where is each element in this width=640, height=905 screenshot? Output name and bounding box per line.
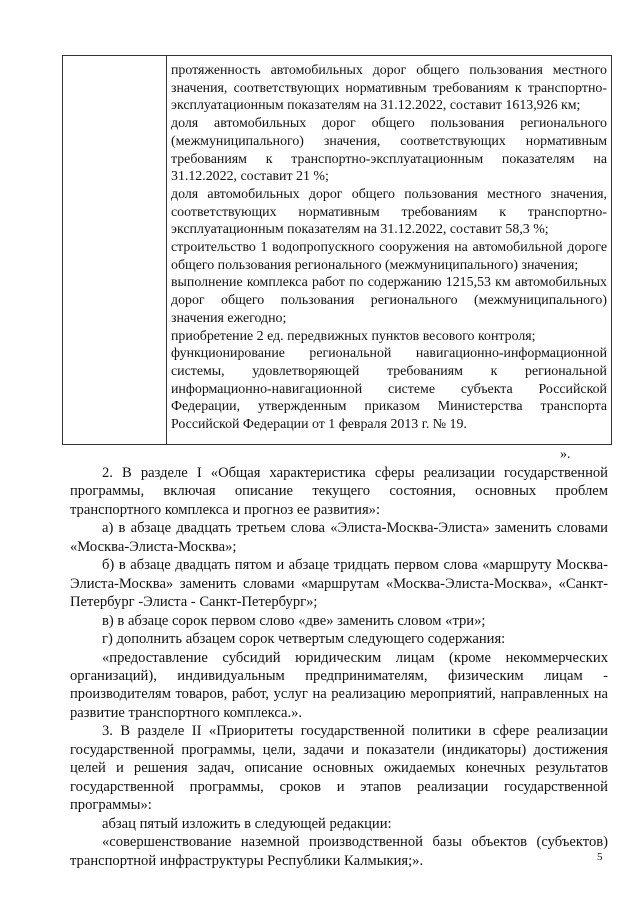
subparagraph-d: г) дополнить абзацем сорок четвертым следующего содержания: <box>102 631 506 648</box>
indicator-paragraph: доля автомобильных дорог общего пользования местного значения, соответствующих нормативным требованиям к транспортно-эксплуатационным показателям на 31.12.2022, составит 58,3 %; <box>171 186 607 238</box>
subparagraph-a: а) в абзаце двадцать третьем слова «Элиста-Москва-Элиста» заменить словами «Москва-Элиста-Москва»; <box>70 520 608 555</box>
table-closing-quote: ». <box>560 447 571 462</box>
amendments-text <box>70 464 608 870</box>
paragraph-five-instruction: абзац пятый изложить в следующей редакции: <box>102 815 392 832</box>
new-paragraph-text: «предоставление субсидий юридическим лицам (кроме некоммерческих организаций), индивидуальным предпринимателям, физическим лицам - производителям товаров, работ, услуг на реализацию мероприятий, направленных на развитие транспортного комплекса.». <box>70 649 608 721</box>
new-paragraph-five-text: «совершенствование наземной производственной базы объектов (субъектов) транспортной инфраструктуры Республики Калмыкия;». <box>70 834 608 869</box>
indicator-paragraph: протяженность автомобильных дорог общего пользования местного значения, соответствующих нормативным требованиям к транспортно-эксплуатационным показателям на 31.12.2022, составит 1613,926 км; <box>171 63 607 114</box>
subparagraph-c: в) в абзаце сорок первом слово «две» заменить словом «три»; <box>102 612 486 629</box>
indicator-paragraph: строительство 1 водопропускного сооружения на автомобильной дороге общего пользования регионального (межмуниципального) значения; <box>171 240 607 273</box>
table-column-divider <box>166 56 167 444</box>
indicator-paragraph: приобретение 2 ед. передвижных пунктов весового контроля; <box>171 328 536 344</box>
targets-table <box>62 55 612 445</box>
subparagraph-b: б) в абзаце двадцать пятом и абзаце тридцать первом слова «маршруту Москва-Элиста-Москва» заменить словами «маршрутам «Москва-Элиста-Москва», «Санкт-Петербург -Элиста - Санкт-Петербург»; <box>70 557 608 611</box>
indicator-paragraph: выполнение комплекса работ по содержанию 1215,53 км автомобильных дорог общего пользования регионального (межмуниципального) значения ежегодно; <box>171 275 607 326</box>
page-number: 5 <box>597 851 603 863</box>
section-1-amendment: 2. В разделе I «Общая характеристика сферы реализации государственной программы, включая описание текущего состояния, основных проблем транспортного комплекса и прогноз ее развития»: <box>70 465 608 518</box>
table-cell-indicators <box>171 62 607 434</box>
indicator-paragraph: доля автомобильных дорог общего пользования регионального (межмуниципального) значения, соответствующих нормативным требованиям к транспортно-эксплуатационным показателям на 31.12.2022, составит 21 %; <box>171 116 607 185</box>
indicator-paragraph: функционирование региональной навигационно-информационной системы, удовлетворяющей требованиям к региональной информационно-навигационной системе субъекта Российской Федерации, утвержденным приказом Министерства транспорта Российской Федерации от 1 февраля 2013 г. № 19. <box>171 346 607 433</box>
section-2-amendment: 3. В разделе II «Приоритеты государственной политики в сфере реализации государственной программы, цели, задачи и показатели (индикаторы) достижения целей и решения задач, описание основных ожидаемых конечных результатов государственной программы, сроков и этапов реализации государственной программы»: <box>70 723 608 814</box>
